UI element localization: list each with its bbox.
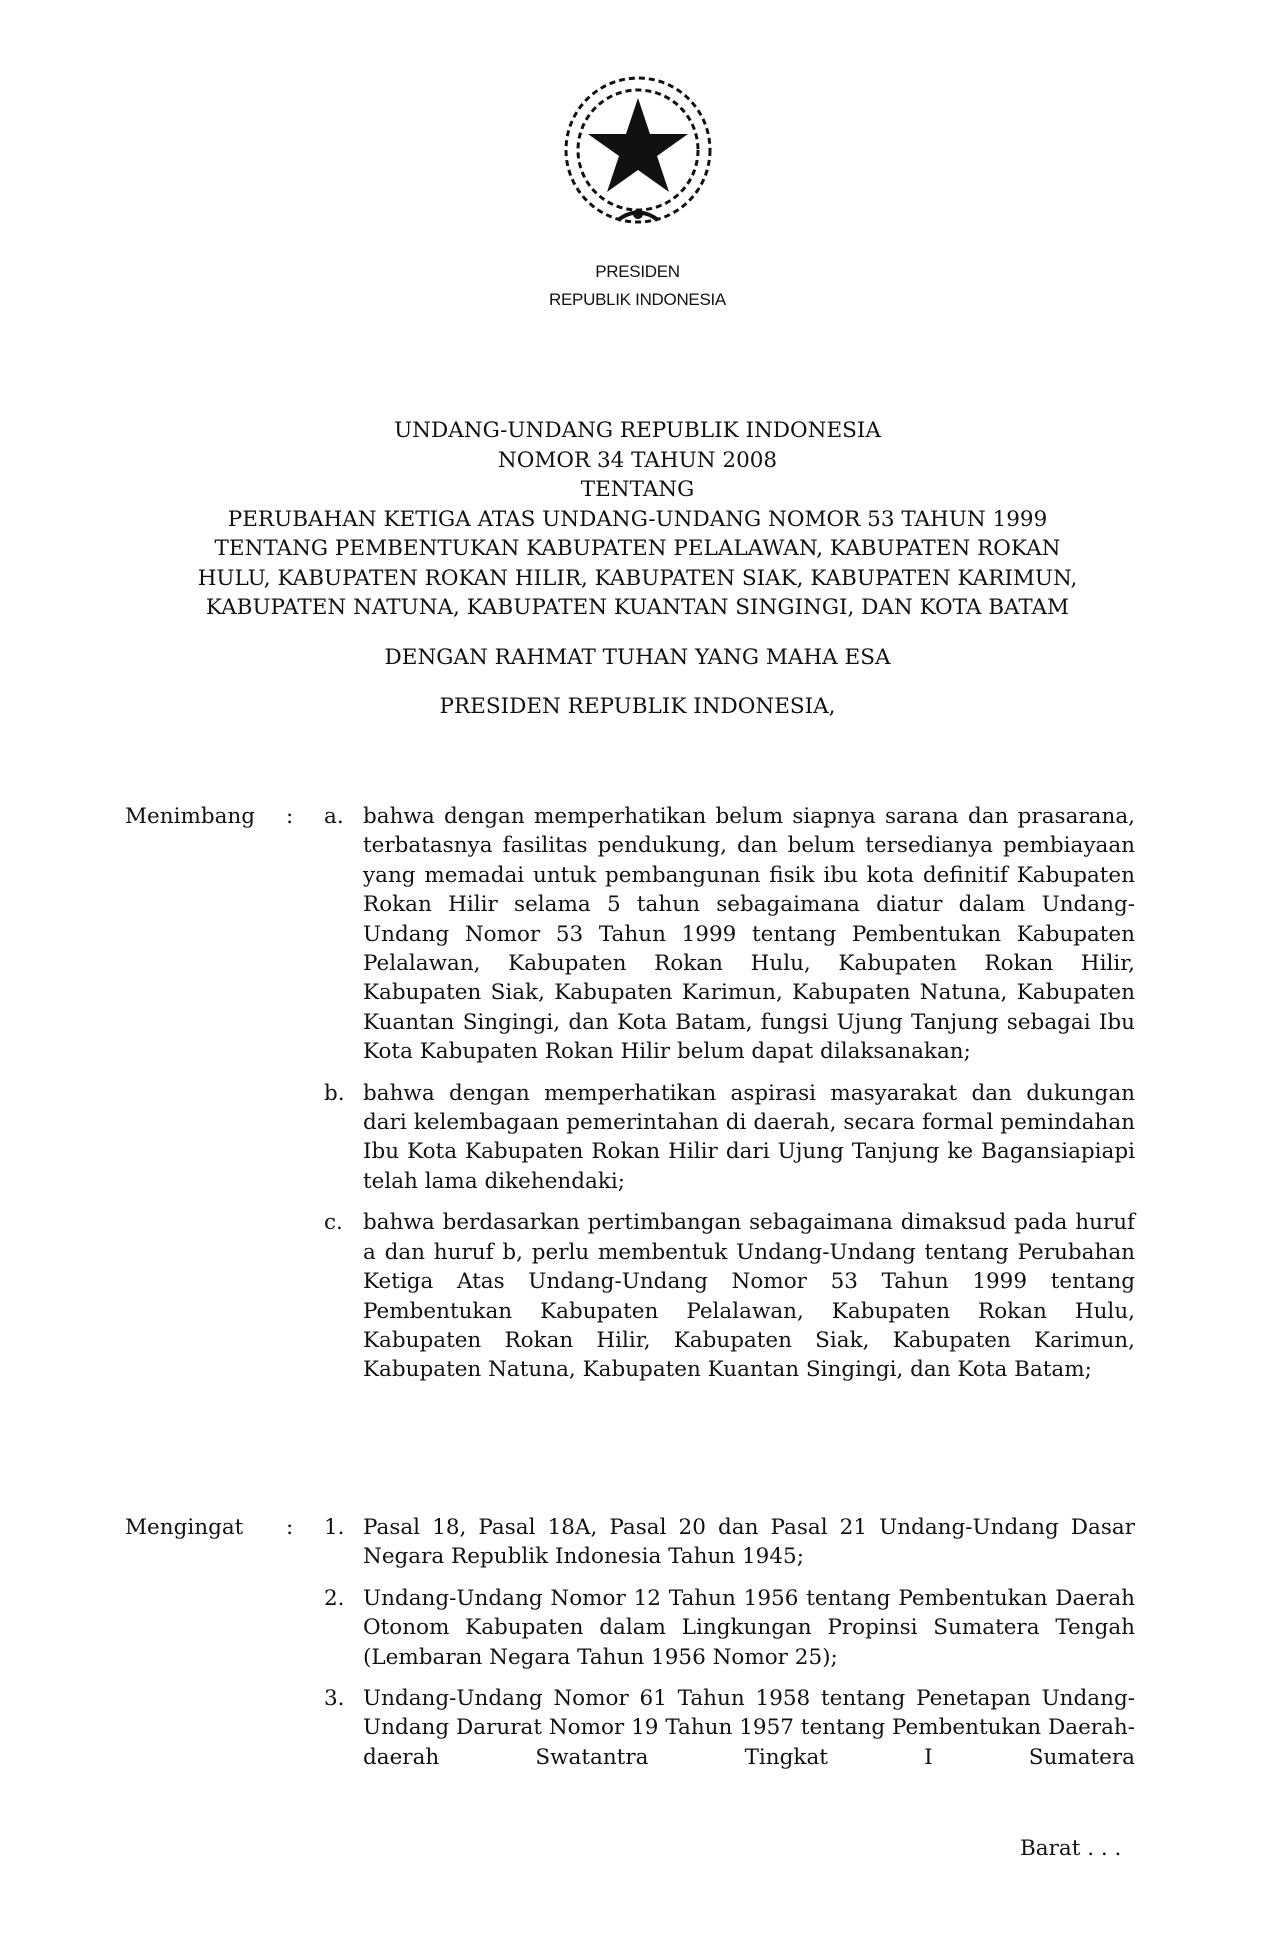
- garuda-emblem-icon: [548, 70, 728, 240]
- letterhead-republic: REPUBLIK INDONESIA: [549, 290, 726, 309]
- document-title: [100, 416, 1175, 722]
- colon: :: [286, 804, 294, 829]
- colon: :: [286, 1515, 294, 1540]
- title-line: PERUBAHAN KETIGA ATAS UNDANG-UNDANG NOMOR 53 TAHUN 1999: [227, 506, 1048, 532]
- title-line: TENTANG: [580, 477, 695, 502]
- section-label: Mengingat: [125, 1515, 244, 1540]
- item-text: Pasal 18, Pasal 18A, Pasal 20 dan Pasal 21 Undang-Undang Dasar Negara Republik Indonesia Tahun 1945;: [363, 1515, 1135, 1570]
- list-item: [125, 1513, 1135, 1572]
- title-line: UNDANG-UNDANG REPUBLIK INDONESIA: [394, 418, 881, 443]
- list-item: [125, 802, 1135, 1067]
- item-number: 3.: [324, 1686, 345, 1712]
- letterhead-president: PRESIDEN: [595, 262, 680, 281]
- blessing: DENGAN RAHMAT TUHAN YANG MAHA ESA: [384, 644, 891, 670]
- item-number: 1.: [324, 1515, 345, 1540]
- item-number: c.: [324, 1210, 343, 1236]
- president-heading: PRESIDEN REPUBLIK INDONESIA,: [439, 694, 836, 719]
- list-item: [125, 1684, 1135, 1772]
- menimbang-section: [125, 802, 1135, 1397]
- section-label: Menimbang: [125, 804, 256, 829]
- list-item: [125, 1079, 1135, 1197]
- title-line: TENTANG PEMBENTUKAN KABUPATEN PELALAWAN, KABUPATEN ROKAN: [214, 536, 1061, 561]
- item-number: b.: [324, 1080, 345, 1106]
- item-text: Undang-Undang Nomor 12 Tahun 1956 tentang Pembentukan Daerah Otonom Kabupaten dalam Lingkungan Propinsi Sumatera Tengah (Lembaran Negara Tahun 1956 Nomor 25);: [363, 1585, 1135, 1670]
- title-line: NOMOR 34 TAHUN 2008: [497, 447, 778, 473]
- item-number: 2.: [324, 1585, 345, 1611]
- item-text: bahwa dengan memperhatikan belum siapnya sarana dan prasarana, terbatasnya fasilitas pendukung, dan belum tersedianya pembiayaan yang memadai untuk pembangunan fisik ibu kota definitif Kabupaten Rokan Hilir selama 5 tahun sebagaimana diatur dalam Undang-Undang Nomor 53 Tahun 1999 tentang Pembentukan Kabupaten Pelalawan, Kabupaten Rokan Hulu, Kabupaten Rokan Hilir, Kabupaten Siak, Kabupaten Karimun, Kabupaten Natuna, Kabupaten Kuantan Singingi, dan Kota Batam, fungsi Ujung Tanjung sebagai Ibu Kota Kabupaten Rokan Hilir belum dapat dilaksanakan;: [363, 804, 1135, 1065]
- item-text: bahwa dengan memperhatikan aspirasi masyarakat dan dukungan dari kelembagaan pemerintahan di daerah, secara formal pemindahan Ibu Kota Kabupaten Rokan Hilir dari Ujung Tanjung ke Bagansiapiapi telah lama dikehendaki;: [363, 1080, 1135, 1194]
- item-text: bahwa berdasarkan pertimbangan sebagaimana dimaksud pada huruf a dan huruf b, perlu membentuk Undang-Undang tentang Perubahan Ketiga Atas Undang-Undang Nomor 53 Tahun 1999 tentang Pembentukan Kabupaten Pelalawan, Kabupaten Rokan Hulu, Kabupaten Rokan Hilir, Kabupaten Siak, Kabupaten Karimun, Kabupaten Natuna, Kabupaten Kuantan Singingi, dan Kota Batam;: [363, 1210, 1135, 1383]
- title-line: KABUPATEN NATUNA, KABUPATEN KUANTAN SINGINGI, DAN KOTA BATAM: [205, 595, 1070, 620]
- list-item: [125, 1584, 1135, 1672]
- page-continuation: Barat . . .: [1020, 1836, 1122, 1861]
- list-item: [125, 1208, 1135, 1384]
- item-text: Undang-Undang Nomor 61 Tahun 1958 tentang Penetapan Undang-Undang Darurat Nomor 19 Tahun 1957 tentang Pembentukan Daerah-daerah Swatantra Tingkat I Sumatera: [363, 1686, 1135, 1770]
- title-line: HULU, KABUPATEN ROKAN HILIR, KABUPATEN SIAK, KABUPATEN KARIMUN,: [197, 565, 1078, 591]
- item-number: a.: [324, 804, 344, 829]
- mengingat-section: [125, 1513, 1135, 1784]
